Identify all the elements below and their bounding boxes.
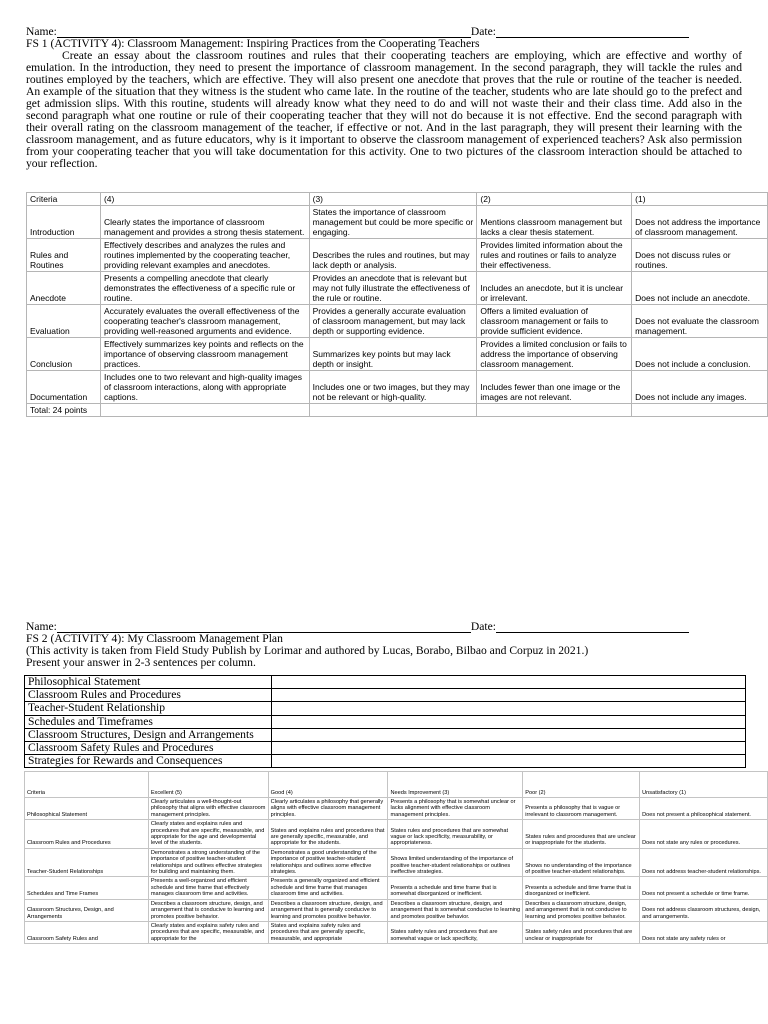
plan-item-label: Strategies for Rewards and Consequences: [25, 755, 272, 768]
empty-cell: [632, 404, 768, 417]
plan-row: [25, 741, 746, 754]
plan-answer-cell[interactable]: [271, 715, 745, 728]
score-cell: Does not discuss rules or routines.: [632, 239, 768, 272]
name-label: Name:: [26, 620, 57, 633]
score-cell: Describes a classroom structure, design, and arrangement that is not conducive to learning and promotes positive behavior.: [523, 899, 640, 921]
score-cell: Describes a classroom structure, design, and arrangement that is generally conducive to learning and promotes positive behavior.: [268, 899, 388, 921]
plan-row: [25, 715, 746, 728]
score-cell: Presents a well-organized and efficient schedule and time frame that effectively manages classroom time and activities.: [148, 877, 268, 899]
plan-item-label: Classroom Structures, Design and Arrangements: [25, 728, 272, 741]
fs1-instructions: Create an essay about the classroom routines and rules that their cooperating teachers are employing, which are effective and worthy of emulation. In the introduction, they need to present the importance of classroom management. In the second paragraph, they will tackle the rules and routines employed by the teachers, which are effective. They will also present one anecdote that proves that the rule or routine of the teacher is needed. An example of the situation that they witness is the student who came late. In the routine of the teacher, students who are late should go to the prefect and get admission slips. With this routine, students will already know what they need to do and will not waste their and their class time. Add also in the second paragraph what one routine or rule of their cooperating teacher that they will not do because it is not effective. End the second paragraph with their overall rating on the classroom management of the teacher, if effective or not. And in the last paragraph, they will present their learning with the classroom management, and as future educators, why is it important to observe the classroom management of experienced teachers? Ask also permission from your cooperating teacher that you will take documentation for this activity. One to two pictures of the classroom interaction should be attached to your reflection.: [26, 49, 742, 170]
score-cell: Does not include an anecdote.: [632, 272, 768, 305]
score-cell: Clearly states and explains rules and procedures that are specific, measurable, and appropriate for the age and developmental level of the students.: [148, 820, 268, 849]
header-cell: Good (4): [268, 772, 388, 798]
score-cell: Effectively summarizes key points and reflects on the importance of observing classroom management practices.: [100, 338, 309, 371]
fs1-title: FS 1 (ACTIVITY 4): Classroom Management: Inspiring Practices from the Cooperating Teachers: [26, 37, 480, 50]
score-cell: Clearly states and explains safety rules and procedures that are specific, measurable, and appropriate for the: [148, 921, 268, 943]
score-cell: Does not include a conclusion.: [632, 338, 768, 371]
header-cell: Unsatisfactory (1): [640, 772, 768, 798]
header-cell: Needs Improvement (3): [388, 772, 523, 798]
score-cell: Does not include any images.: [632, 371, 768, 404]
header-cell: Poor (2): [523, 772, 640, 798]
table-row: [27, 239, 768, 272]
empty-cell: [100, 404, 309, 417]
score-cell: Clearly articulates a philosophy that generally aligns with effective classroom management principles.: [268, 798, 388, 820]
fs2-instruction: Present your answer in 2-3 sentences per column.: [26, 656, 256, 669]
fs2-section: [26, 620, 742, 669]
table-row: [27, 338, 768, 371]
plan-answer-cell[interactable]: [271, 689, 745, 702]
plan-item-label: Schedules and Timeframes: [25, 715, 272, 728]
score-cell: Shows no understanding of the importance of positive teacher-student relationships.: [523, 848, 640, 877]
empty-cell: [477, 404, 632, 417]
plan-item-label: Classroom Rules and Procedures: [25, 689, 272, 702]
criteria-cell: Introduction: [27, 206, 101, 239]
score-cell: Does not address the importance of classroom management.: [632, 206, 768, 239]
plan-row: [25, 689, 746, 702]
criteria-cell: Classroom Safety Rules and: [25, 921, 149, 943]
score-cell: Presents a schedule and time frame that is disorganized or inefficient.: [523, 877, 640, 899]
score-cell: Demonstrates a good understanding of the importance of positive teacher-student relationships and outlines some effective strategies.: [268, 848, 388, 877]
score-cell: Describes the rules and routines, but may lack depth or analysis.: [309, 239, 477, 272]
score-cell: Presents a generally organized and efficient schedule and time frame that manages classroom time and activities.: [268, 877, 388, 899]
plan-item-label: Philosophical Statement: [25, 676, 272, 689]
empty-cell: [309, 404, 477, 417]
table-header-row: [27, 193, 768, 206]
fs2-source-note: (This activity is taken from Field Study Publish by Lorimar and authored by Lucas, Borabo, Bilbao and Corpuz in 2021.): [26, 644, 589, 657]
score-cell: Describes a classroom structure, design, and arrangement that is somewhat conducive to learning and promotes positive behavior.: [388, 899, 523, 921]
criteria-cell: Anecdote: [27, 272, 101, 305]
table-row: [25, 798, 768, 820]
table-row: [25, 848, 768, 877]
header-cell: (4): [100, 193, 309, 206]
score-cell: Does not address classroom structures, design, and arrangements.: [640, 899, 768, 921]
header-cell: (3): [309, 193, 477, 206]
score-cell: Summarizes key points but may lack depth or insight.: [309, 338, 477, 371]
criteria-cell: Schedules and Time Frames: [25, 877, 149, 899]
table-header-row: [25, 772, 768, 798]
plan-answer-cell[interactable]: [271, 741, 745, 754]
fs1-rubric-table: [26, 192, 768, 417]
score-cell: Mentions classroom management but lacks a clear thesis statement.: [477, 206, 632, 239]
name-label: Name:: [26, 25, 57, 38]
criteria-cell: Philosophical Statement: [25, 798, 149, 820]
table-row: [27, 371, 768, 404]
plan-item-label: Teacher-Student Relationship: [25, 702, 272, 715]
score-cell: States rules and procedures that are somewhat vague or lack specificity, measurability, or appropriateness.: [388, 820, 523, 849]
score-cell: Includes one to two relevant and high-quality images of classroom interactions, along with appropriate captions.: [100, 371, 309, 404]
plan-answer-cell[interactable]: [271, 676, 745, 689]
score-cell: Provides limited information about the rules and routines or fails to analyze their effectiveness.: [477, 239, 632, 272]
score-cell: Presents a philosophy that is vague or irrelevant to classroom management.: [523, 798, 640, 820]
score-cell: Clearly states the importance of classroom management and provides a strong thesis statement.: [100, 206, 309, 239]
table-row: [27, 272, 768, 305]
score-cell: Does not state any safety rules or: [640, 921, 768, 943]
fs2-title: FS 2 (ACTIVITY 4): My Classroom Management Plan: [26, 632, 283, 645]
plan-item-label: Classroom Safety Rules and Procedures: [25, 741, 272, 754]
score-cell: Shows limited understanding of the importance of positive teacher-student relationships or outlines ineffective strategies.: [388, 848, 523, 877]
score-cell: Describes a classroom structure, design, and arrangement that is conducive to learning and promotes positive behavior.: [148, 899, 268, 921]
score-cell: States safety rules and procedures that are somewhat vague or lack specificity,: [388, 921, 523, 943]
header-cell: (2): [477, 193, 632, 206]
plan-row: [25, 702, 746, 715]
score-cell: Offers a limited evaluation of classroom management or fails to provide sufficient evidence.: [477, 305, 632, 338]
score-cell: Does not present a philosophical statement.: [640, 798, 768, 820]
score-cell: Includes one or two images, but they may not be relevant or high-quality.: [309, 371, 477, 404]
criteria-cell: Classroom Structures, Design, and Arrangements: [25, 899, 149, 921]
score-cell: Includes an anecdote, but it is unclear or irrelevant.: [477, 272, 632, 305]
criteria-cell: Teacher-Student Relationships: [25, 848, 149, 877]
table-row: [25, 899, 768, 921]
score-cell: Does not address teacher-student relationships.: [640, 848, 768, 877]
score-cell: States and explains rules and procedures that are generally specific, measurable, and appropriate for the students.: [268, 820, 388, 849]
plan-row: [25, 676, 746, 689]
criteria-cell: Classroom Rules and Procedures: [25, 820, 149, 849]
table-row: [25, 820, 768, 849]
score-cell: States rules and procedures that are unclear or inappropriate for the students.: [523, 820, 640, 849]
criteria-cell: Evaluation: [27, 305, 101, 338]
table-row: [27, 305, 768, 338]
score-cell: States and explains safety rules and procedures that are generally specific, measurable, and appropriate: [268, 921, 388, 943]
score-cell: Demonstrates a strong understanding of the importance of positive teacher-student relationships and outlines effective strategies for building and maintaining them.: [148, 848, 268, 877]
fs1-section: [26, 25, 742, 170]
date-label: Date:: [470, 25, 497, 38]
score-cell: Does not evaluate the classroom management.: [632, 305, 768, 338]
header-cell: (1): [632, 193, 768, 206]
plan-row: [25, 755, 746, 768]
score-cell: Presents a compelling anecdote that clearly demonstrates the effectiveness of a specific rule or routine.: [100, 272, 309, 305]
table-row: [25, 921, 768, 943]
table-row: [25, 877, 768, 899]
header-cell: Excellent (5): [148, 772, 268, 798]
classroom-management-plan-table: [24, 675, 746, 768]
plan-answer-cell[interactable]: [271, 755, 745, 768]
criteria-cell: Conclusion: [27, 338, 101, 371]
criteria-cell: Documentation: [27, 371, 101, 404]
plan-row: [25, 728, 746, 741]
date-blank: [496, 26, 689, 38]
fs2-rubric-table: [24, 771, 768, 944]
date-label: Date:: [470, 620, 497, 633]
header-cell: Criteria: [27, 193, 101, 206]
score-cell: Provides a generally accurate evaluation of classroom management, but may lack depth or supporting evidence.: [309, 305, 477, 338]
date-blank: [496, 621, 689, 633]
score-cell: Accurately evaluates the overall effectiveness of the cooperating teacher's classroom management, providing well-reasoned arguments and evidence.: [100, 305, 309, 338]
total-row: [27, 404, 768, 417]
score-cell: Presents a schedule and time frame that is somewhat disorganized or inefficient.: [388, 877, 523, 899]
plan-answer-cell[interactable]: [271, 728, 745, 741]
score-cell: States safety rules and procedures that are unclear or inappropriate for: [523, 921, 640, 943]
header-cell: Criteria: [25, 772, 149, 798]
score-cell: Provides an anecdote that is relevant but may not fully illustrate the effectiveness of the rule or routine.: [309, 272, 477, 305]
table-row: [27, 206, 768, 239]
total-points: Total: 24 points: [27, 404, 101, 417]
score-cell: Does not state any rules or procedures.: [640, 820, 768, 849]
score-cell: Effectively describes and analyzes the rules and routines implemented by the cooperating teacher, providing relevant examples and anecdotes.: [100, 239, 309, 272]
criteria-cell: Rules and Routines: [27, 239, 101, 272]
score-cell: Presents a philosophy that is somewhat unclear or lacks alignment with effective classroom management principles.: [388, 798, 523, 820]
score-cell: Does not present a schedule or time frame.: [640, 877, 768, 899]
score-cell: States the importance of classroom management but could be more specific or engaging.: [309, 206, 477, 239]
score-cell: Provides a limited conclusion or fails to address the importance of observing classroom management.: [477, 338, 632, 371]
plan-answer-cell[interactable]: [271, 702, 745, 715]
score-cell: Clearly articulates a well-thought-out philosophy that aligns with effective classroom management principles.: [148, 798, 268, 820]
score-cell: Includes fewer than one image or the images are not relevant.: [477, 371, 632, 404]
